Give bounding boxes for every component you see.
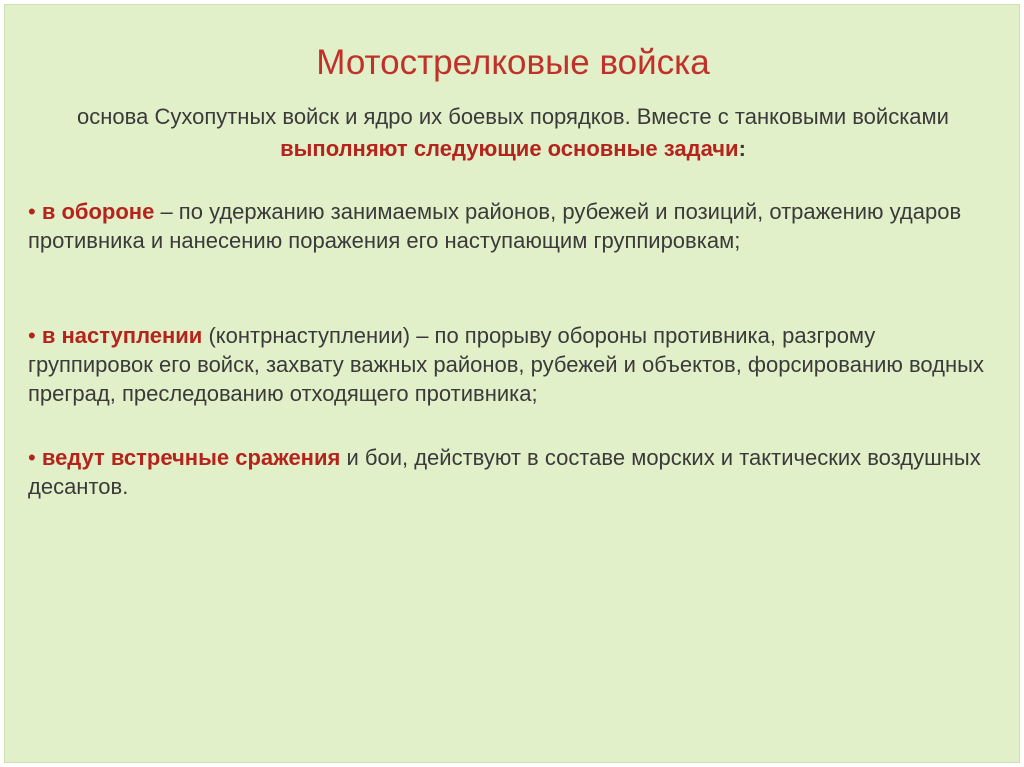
item-highlight: в обороне (41, 199, 155, 224)
slide-title: Мотострелковые войска (316, 43, 710, 82)
bullet-icon: • (28, 199, 36, 224)
bullet-icon: • (28, 445, 36, 470)
list-item-defense (28, 197, 1003, 255)
bullet-icon: • (28, 323, 36, 348)
intro-text: основа Сухопутных войск и ядро их боевых порядков. Вместе с танковыми войсками (77, 104, 949, 129)
slide (4, 4, 1020, 763)
list-item-engagements (28, 443, 1003, 501)
item-highlight: в наступлении (41, 323, 203, 348)
intro-paragraph (45, 101, 981, 165)
list-item-offense (28, 321, 1003, 408)
item-text: (контрнаступлении) – по прорыву обороны противника, разгрому группировок его войск, захвату важных районов, рубежей и объектов, форсированию водных преград, преследованию отходящего противника; (28, 323, 984, 406)
item-text: – по удержанию занимаемых районов, рубежей и позиций, отражению ударов противника и нанесению поражения его наступающим группировкам; (28, 199, 962, 253)
item-text: и бои, действуют в составе морских и тактических воздушных десантов. (28, 445, 981, 499)
item-highlight: ведут встречные сражения (41, 445, 341, 470)
intro-colon: : (738, 136, 746, 161)
intro-highlight: выполняют следующие основные задачи (280, 136, 739, 161)
